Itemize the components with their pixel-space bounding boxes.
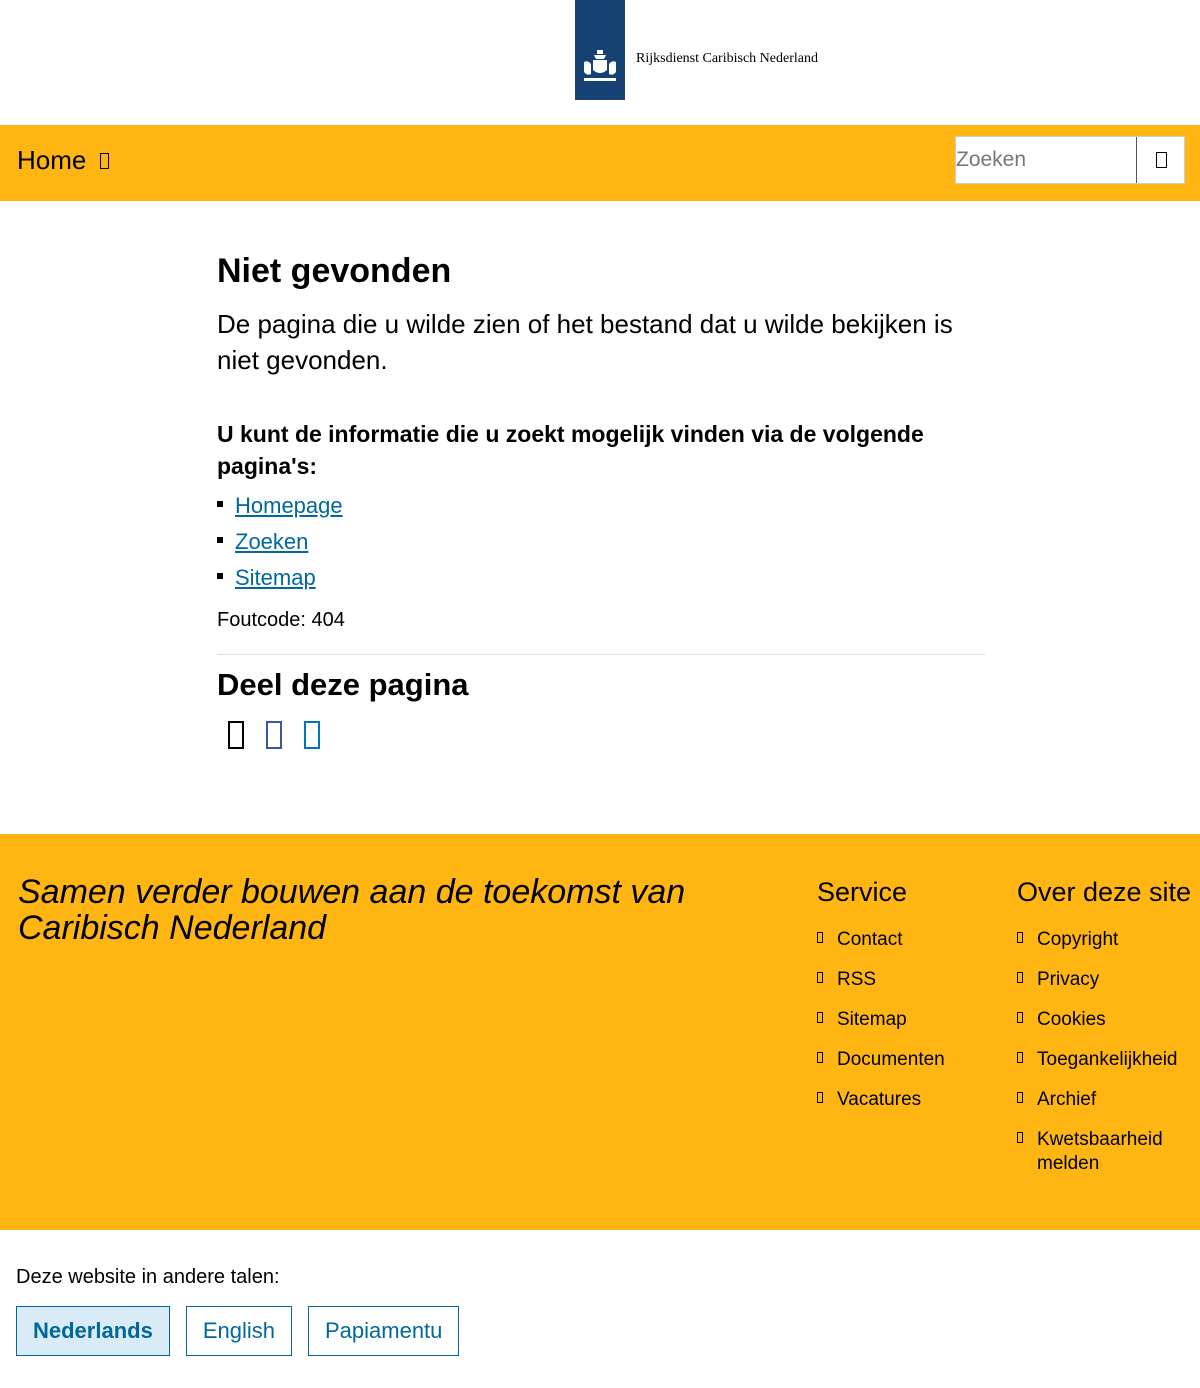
chevron-right-icon xyxy=(817,972,823,983)
footer-service-item xyxy=(817,1048,1007,1072)
chevron-right-icon xyxy=(1017,1012,1023,1023)
footer-about-title: Over deze site xyxy=(1017,877,1192,907)
lang-english-button[interactable]: English xyxy=(186,1306,292,1356)
footer-service-item xyxy=(817,928,1007,952)
list-item xyxy=(217,490,985,526)
footer-link-sitemap[interactable]: Sitemap xyxy=(837,1009,907,1030)
language-label: Deze website in andere talen: xyxy=(16,1266,280,1288)
footer-link-cookies[interactable]: Cookies xyxy=(1037,1009,1106,1030)
x-twitter-icon[interactable] xyxy=(228,721,244,749)
footer-link-archief[interactable]: Archief xyxy=(1037,1089,1097,1110)
crest-icon xyxy=(580,48,620,88)
chevron-right-icon xyxy=(1017,972,1023,983)
footer-service-column xyxy=(817,874,1007,1128)
list-item xyxy=(217,562,985,598)
language-buttons xyxy=(16,1306,459,1356)
footer-link-kwetsbaarheid[interactable]: Kwetsbaarheid melden xyxy=(1037,1129,1163,1174)
link-search[interactable]: Zoeken xyxy=(235,529,309,554)
footer-service-item xyxy=(817,1008,1007,1032)
chevron-right-icon xyxy=(817,1012,823,1023)
footer-about-item xyxy=(1017,1088,1197,1112)
footer-link-copyright[interactable]: Copyright xyxy=(1037,929,1119,950)
footer-about-item xyxy=(1017,1008,1197,1032)
lead-text: De pagina die u wilde zien of het bestand dat u wilde bekijken is niet gevonden. xyxy=(217,309,953,375)
footer-about-item xyxy=(1017,1048,1197,1072)
search-icon xyxy=(1156,152,1167,168)
main-navigation xyxy=(0,125,1200,201)
chevron-right-icon xyxy=(817,1052,823,1063)
site-footer xyxy=(0,834,1200,1230)
footer-service-item xyxy=(817,968,1007,992)
chevron-right-icon xyxy=(817,1092,823,1103)
share-icons xyxy=(217,721,985,749)
chevron-right-icon xyxy=(1017,1092,1023,1103)
chevron-right-icon xyxy=(1017,1052,1023,1063)
footer-service-title: Service xyxy=(817,877,908,907)
main-content xyxy=(217,250,985,749)
search-form xyxy=(955,136,1185,184)
footer-about-item xyxy=(1017,928,1197,952)
link-sitemap[interactable]: Sitemap xyxy=(235,565,316,590)
lang-papiamentu-button[interactable]: Papiamentu xyxy=(308,1306,459,1356)
footer-link-toegankelijkheid[interactable]: Toegankelijkheid xyxy=(1037,1049,1178,1070)
chevron-right-icon xyxy=(817,932,823,943)
footer-link-vacatures[interactable]: Vacatures xyxy=(837,1089,922,1110)
error-code: Foutcode: 404 xyxy=(217,609,345,631)
org-name: Rijksdienst Caribisch Nederland xyxy=(636,51,818,66)
nav-home-label: Home xyxy=(17,145,87,175)
suggestion-links xyxy=(217,490,985,598)
share-title: Deel deze pagina xyxy=(217,667,469,702)
divider xyxy=(217,654,985,655)
search-button[interactable] xyxy=(1136,137,1184,183)
footer-link-rss[interactable]: RSS xyxy=(837,969,877,990)
footer-tagline: Samen verder bouwen aan de toekomst van Caribisch Nederland xyxy=(18,873,686,947)
lang-nederlands-button[interactable]: Nederlands xyxy=(16,1306,170,1356)
footer-about-column xyxy=(1017,874,1197,1192)
facebook-icon[interactable] xyxy=(266,721,282,749)
footer-about-item xyxy=(1017,1128,1197,1176)
list-item xyxy=(217,526,985,562)
site-header xyxy=(0,0,1200,125)
rijksoverheid-logo[interactable] xyxy=(575,0,625,100)
nav-home-link[interactable] xyxy=(17,145,109,176)
suggestions-heading: U kunt de informatie die u zoekt mogelijk vinden via de volgende pagina's: xyxy=(217,421,924,479)
page-title: Niet gevonden xyxy=(217,252,452,290)
search-input[interactable] xyxy=(956,137,1136,183)
chevron-down-icon xyxy=(100,153,109,169)
chevron-right-icon xyxy=(1017,932,1023,943)
footer-link-contact[interactable]: Contact xyxy=(837,929,903,950)
footer-link-documenten[interactable]: Documenten xyxy=(837,1049,945,1070)
footer-service-item xyxy=(817,1088,1007,1112)
chevron-right-icon xyxy=(1017,1132,1023,1143)
footer-about-item xyxy=(1017,968,1197,992)
link-homepage[interactable]: Homepage xyxy=(235,493,343,518)
footer-link-privacy[interactable]: Privacy xyxy=(1037,969,1100,990)
language-switcher xyxy=(16,1264,459,1356)
linkedin-icon[interactable] xyxy=(304,721,320,749)
